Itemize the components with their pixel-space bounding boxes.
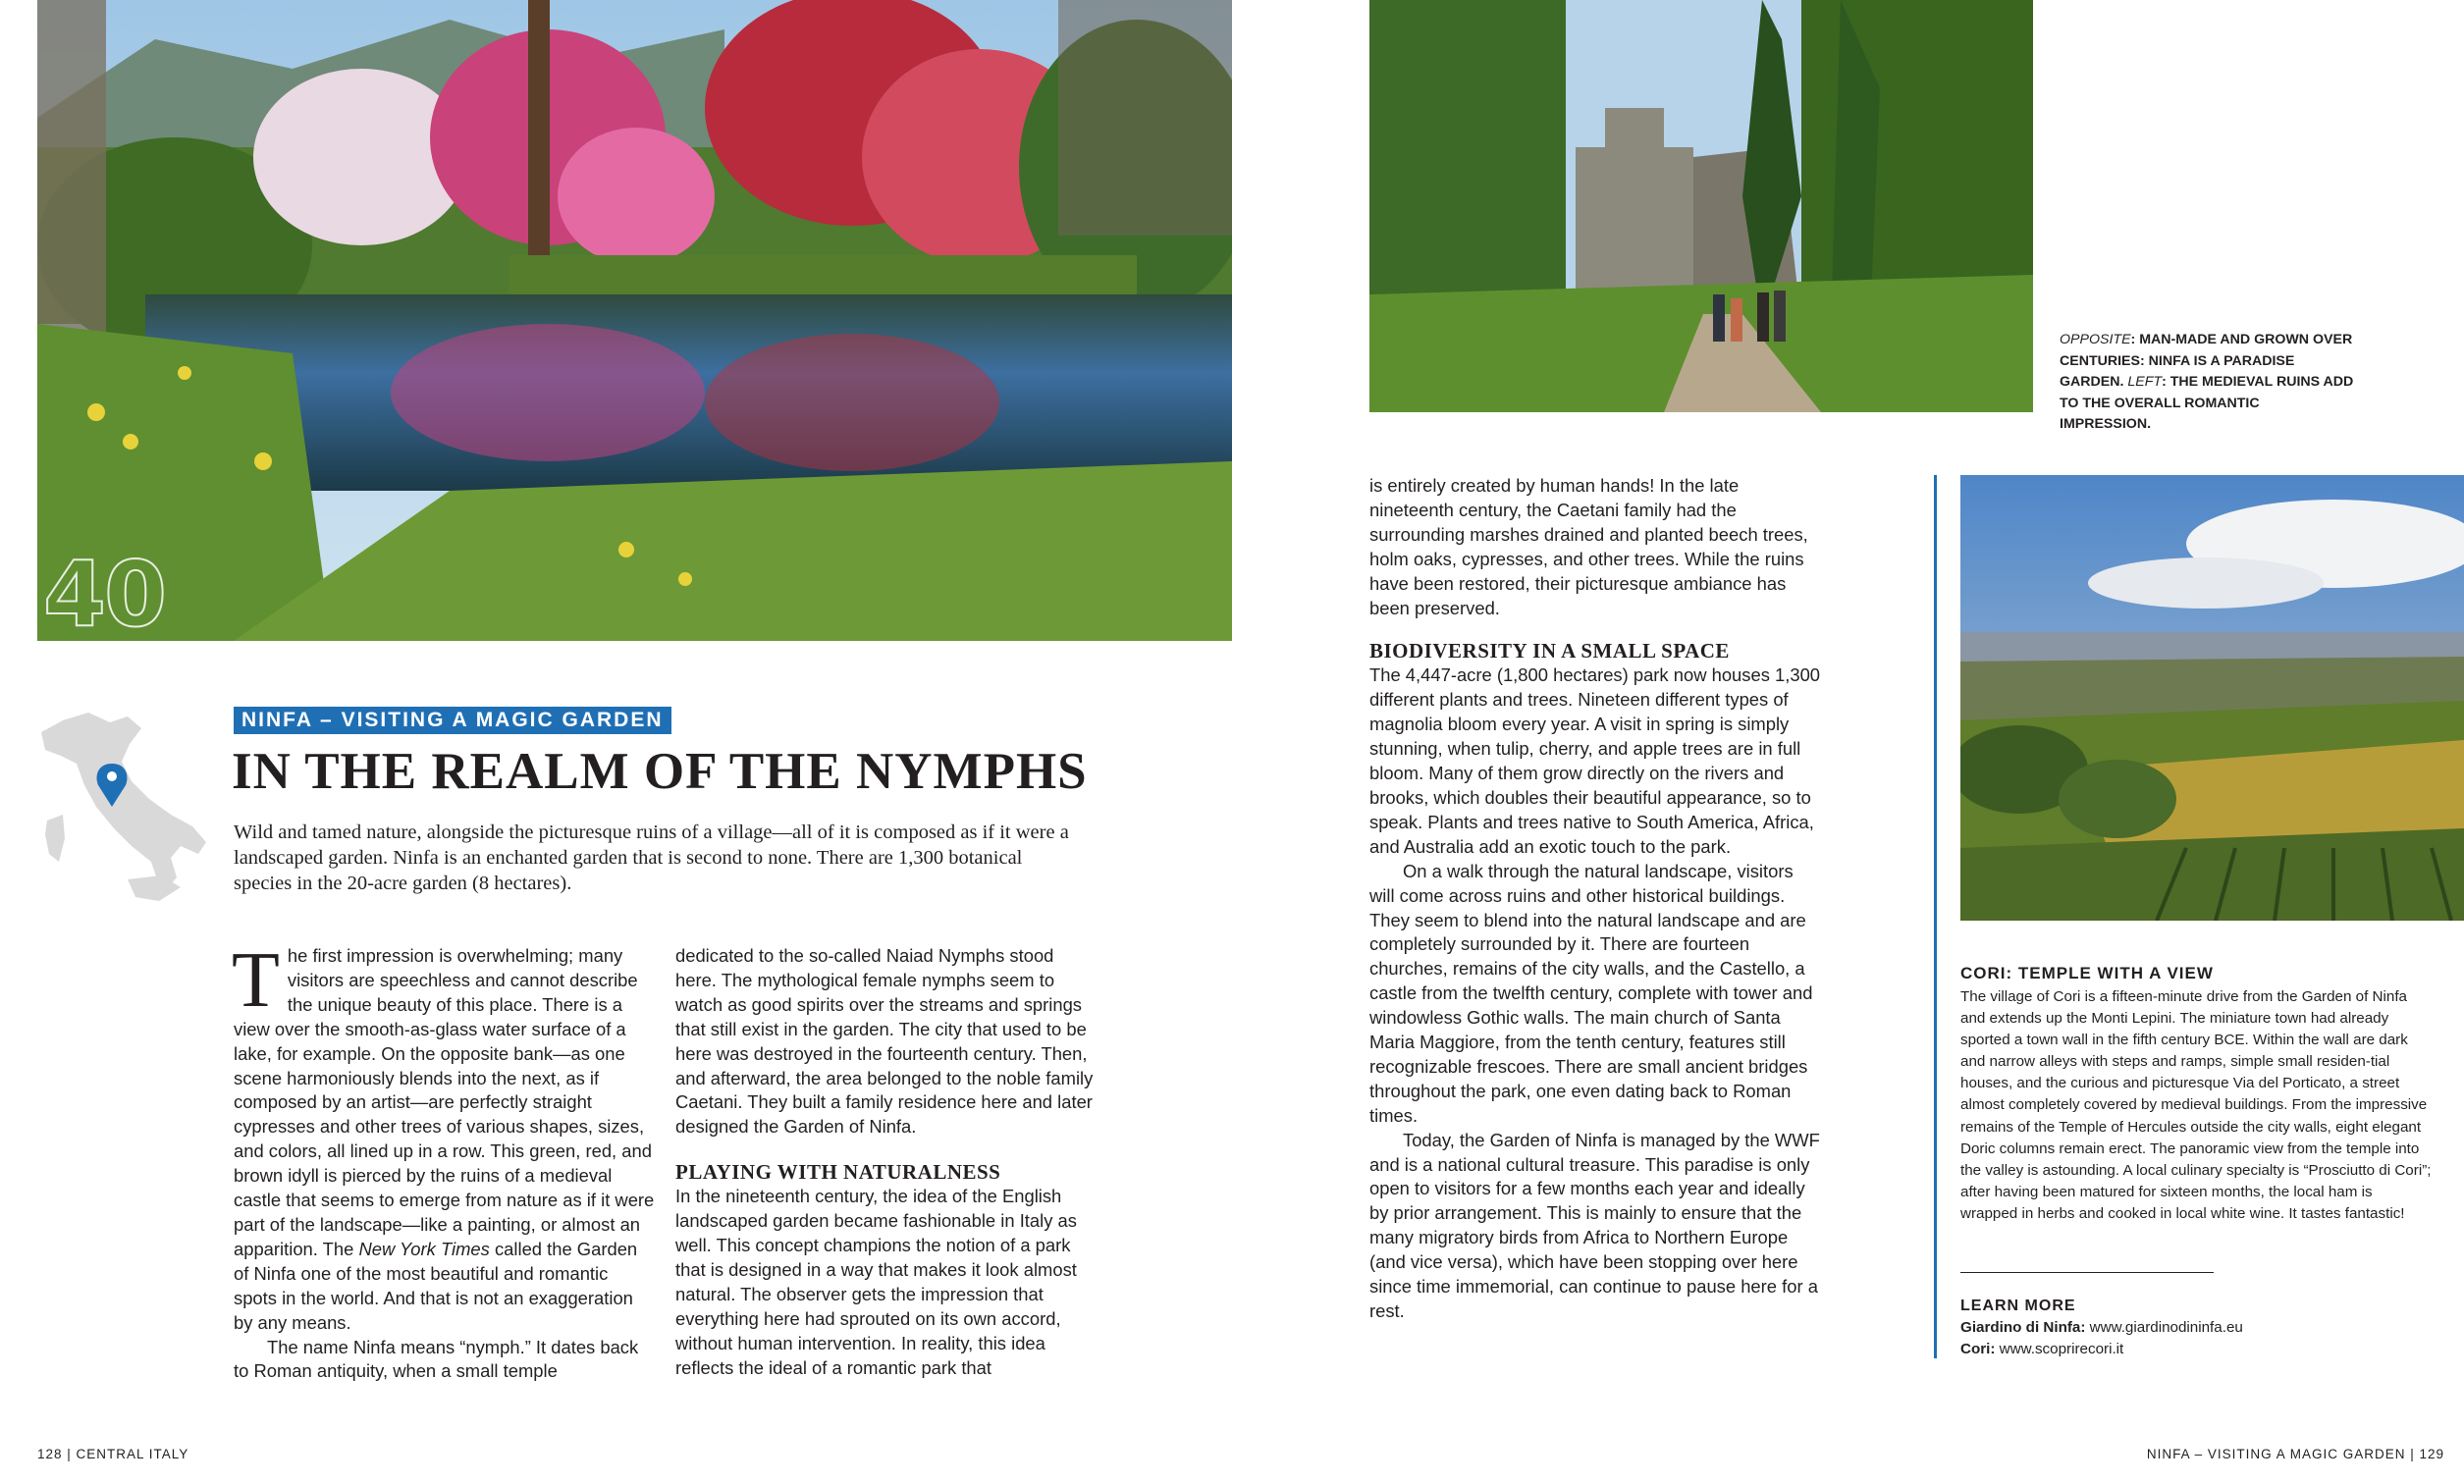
body-paragraph: Today, the Garden of Ninfa is managed by the WWF and is a national cultural treasure. This paradise is only open to visitors for a few months each year and ideally by prior arrangement. This is mainly to ensure that the many migratory birds from Africa to Northern Europe (and vice versa), which have been stopping over here since time immemorial, can continue to pause here for a rest. (1369, 1129, 1820, 1321)
photo-caption (2060, 330, 2354, 436)
sidebar-rule (1934, 475, 1937, 1358)
body-column-2 (675, 944, 1098, 1381)
cori-photo (1960, 475, 2464, 921)
article-lead: Wild and tamed nature, alongside the picturesque ruins of a village—all of it is composed as if it were a landscaped garden. Ninfa is an enchanted garden that is second to none. There are 1,300 botanical species in the 20-acre garden (8 hectares). (234, 822, 1069, 894)
cori-website-link[interactable]: www.scoprirecori.it (1999, 1341, 2124, 1357)
folio-left: 128 | CENTRAL ITALY (37, 1447, 189, 1461)
body-column-1 (232, 937, 656, 1384)
body-paragraph: The name Ninfa means “nymph.” It dates back to Roman antiquity, when a small temple (234, 1336, 639, 1382)
body-paragraph: In the nineteenth century, the idea of the English landscaped garden became fashionable in Italy as well. This concept champions the notion of a park that is designed in a way that makes it look almost natural. The observer gets the impression that everything here had sprouted on its own accord, without human intervention. In reality, this idea reflects the ideal of a romantic park that (675, 1186, 1077, 1378)
ninfa-website-link[interactable]: www.giardinodininfa.eu (2089, 1319, 2243, 1336)
learn-more-line-cori (1960, 1339, 2123, 1360)
article-title: IN THE REALM OF THE NYMPHS (232, 743, 1088, 800)
italy-locator-map (33, 705, 212, 905)
body-paragraph: he first impression is overwhelming; many visitors are speechless and cannot describe the unique beauty of this place. There is a view over the smooth-as-glass water surface of a lake, for example. On the opposite bank—as one scene harmoniously blends into the next, as if composed by an artist—are perfectly straight cypresses and other trees of various shapes, sizes, and colors, all lined up in a row. This green, red, and brown idyll is pierced by the ruins of a medieval castle that seems to emerge from nature as if it were part of the landscape—like a painting, or almost an apparition. The (234, 945, 655, 1259)
caption-left-label: LEFT (2127, 374, 2163, 390)
caption-opposite-label: OPPOSITE (2060, 332, 2131, 347)
section-subhead: BIODIVERSITY IN A SMALL SPACE (1369, 639, 1730, 663)
folio-right: NINFA – VISITING A MAGIC GARDEN | 129 (2146, 1447, 2444, 1461)
sidebar-title: CORI: TEMPLE WITH A VIEW (1960, 964, 2214, 982)
body-paragraph: is entirely created by human hands! In the late nineteenth century, the Caetani family had the surrounding marshes drained and planted beech trees, holm oaks, cypresses, and other trees. While the ruins have been restored, their picturesque ambiance has been preserved. (1369, 475, 1808, 618)
sidebar-text: The village of Cori is a fifteen-minute drive from the Garden of Ninfa and extends up the Monti Lepini. The miniature town had already sported a town wall in the fifth century BCE. Within the wall are dark and narrow alleys with steps and ramps, simple small residen-tial houses, and the curious and picturesque Via del Porticato, a street almost completely covered by medieval buildings. From the impressive remains of the Temple of Hercules outside the city walls, eight elegant Doric columns remain erect. The panoramic view from the temple into the valley is astounding. A local culinary specialty is “Prosciutto di Cori”; after having been matured for sixteen months, the local ham is wrapped in herbs and cooked in local white wine. It tastes fantastic! (1960, 988, 2432, 1222)
drop-cap: T (232, 937, 280, 1024)
link-label: Cori: (1960, 1341, 1996, 1357)
body-paragraph: On a walk through the natural landscape, visitors will come across ruins and other historical buildings. They seem to blend into the natural landscape and are completely surrounded by it. There are fourteen churches, remains of the city walls, and the Castello, a castle from the twelfth century, complete with tower and windowless Gothic walls. The main church of Santa Maria Maggiore, from the tenth century, features still recognizable frescoes. There are small ancient bridges throughout the park, one even dating back to Roman times. (1369, 860, 1813, 1126)
body-paragraph: dedicated to the so-called Naiad Nymphs stood here. The mythological female nymphs seem to watch as good spirits over the streams and springs that still exist in the garden. The city that used to be here was destroyed in the fourteenth century. Then, and afterward, the area belonged to the noble family Caetani. They built a family residence here and later designed the Garden of Ninfa. (675, 945, 1094, 1138)
body-column-3 (1369, 474, 1821, 1324)
learn-more-title: LEARN MORE (1960, 1298, 2076, 1314)
caption-left-text: : THE MEDIEVAL RUINS ADD TO THE OVERALL ROMANTIC IMPRESSION. (2060, 374, 2354, 432)
newspaper-name: New York Times (358, 1238, 490, 1259)
link-label: Giardino di Ninfa: (1960, 1319, 2086, 1336)
learn-more-line-ninfa (1960, 1317, 2243, 1339)
photo-number: 40 (43, 542, 166, 647)
garden-photo (37, 0, 1232, 647)
sidebar-divider (1960, 1272, 2214, 1273)
section-subhead: PLAYING WITH NATURALNESS (675, 1160, 1001, 1185)
article-kicker: NINFA – VISITING A MAGIC GARDEN (234, 707, 671, 734)
caption-opposite-text: : MAN-MADE AND GROWN OVER CENTURIES: NINFA IS A PARADISE GARDEN. (2060, 332, 2353, 390)
ruins-photo (1369, 0, 2033, 412)
body-paragraph: The 4,447-acre (1,800 hectares) park now houses 1,300 different plants and trees. Nineteen different types of magnolia bloom every year. A visit in spring is simply stunning, when tulip, cherry, and apple trees are in full bloom. Many of them grow directly on the rivers and brooks, which doubles their beautiful appearance, so to speak. Plants and trees native to South America, Africa, and Australia add an exotic touch to the park. (1369, 664, 1821, 857)
body-paragraph-end: called the Garden of Ninfa one of the most beautiful and romantic spots in the world. And that is not an exaggeration by any means. (234, 1238, 638, 1333)
